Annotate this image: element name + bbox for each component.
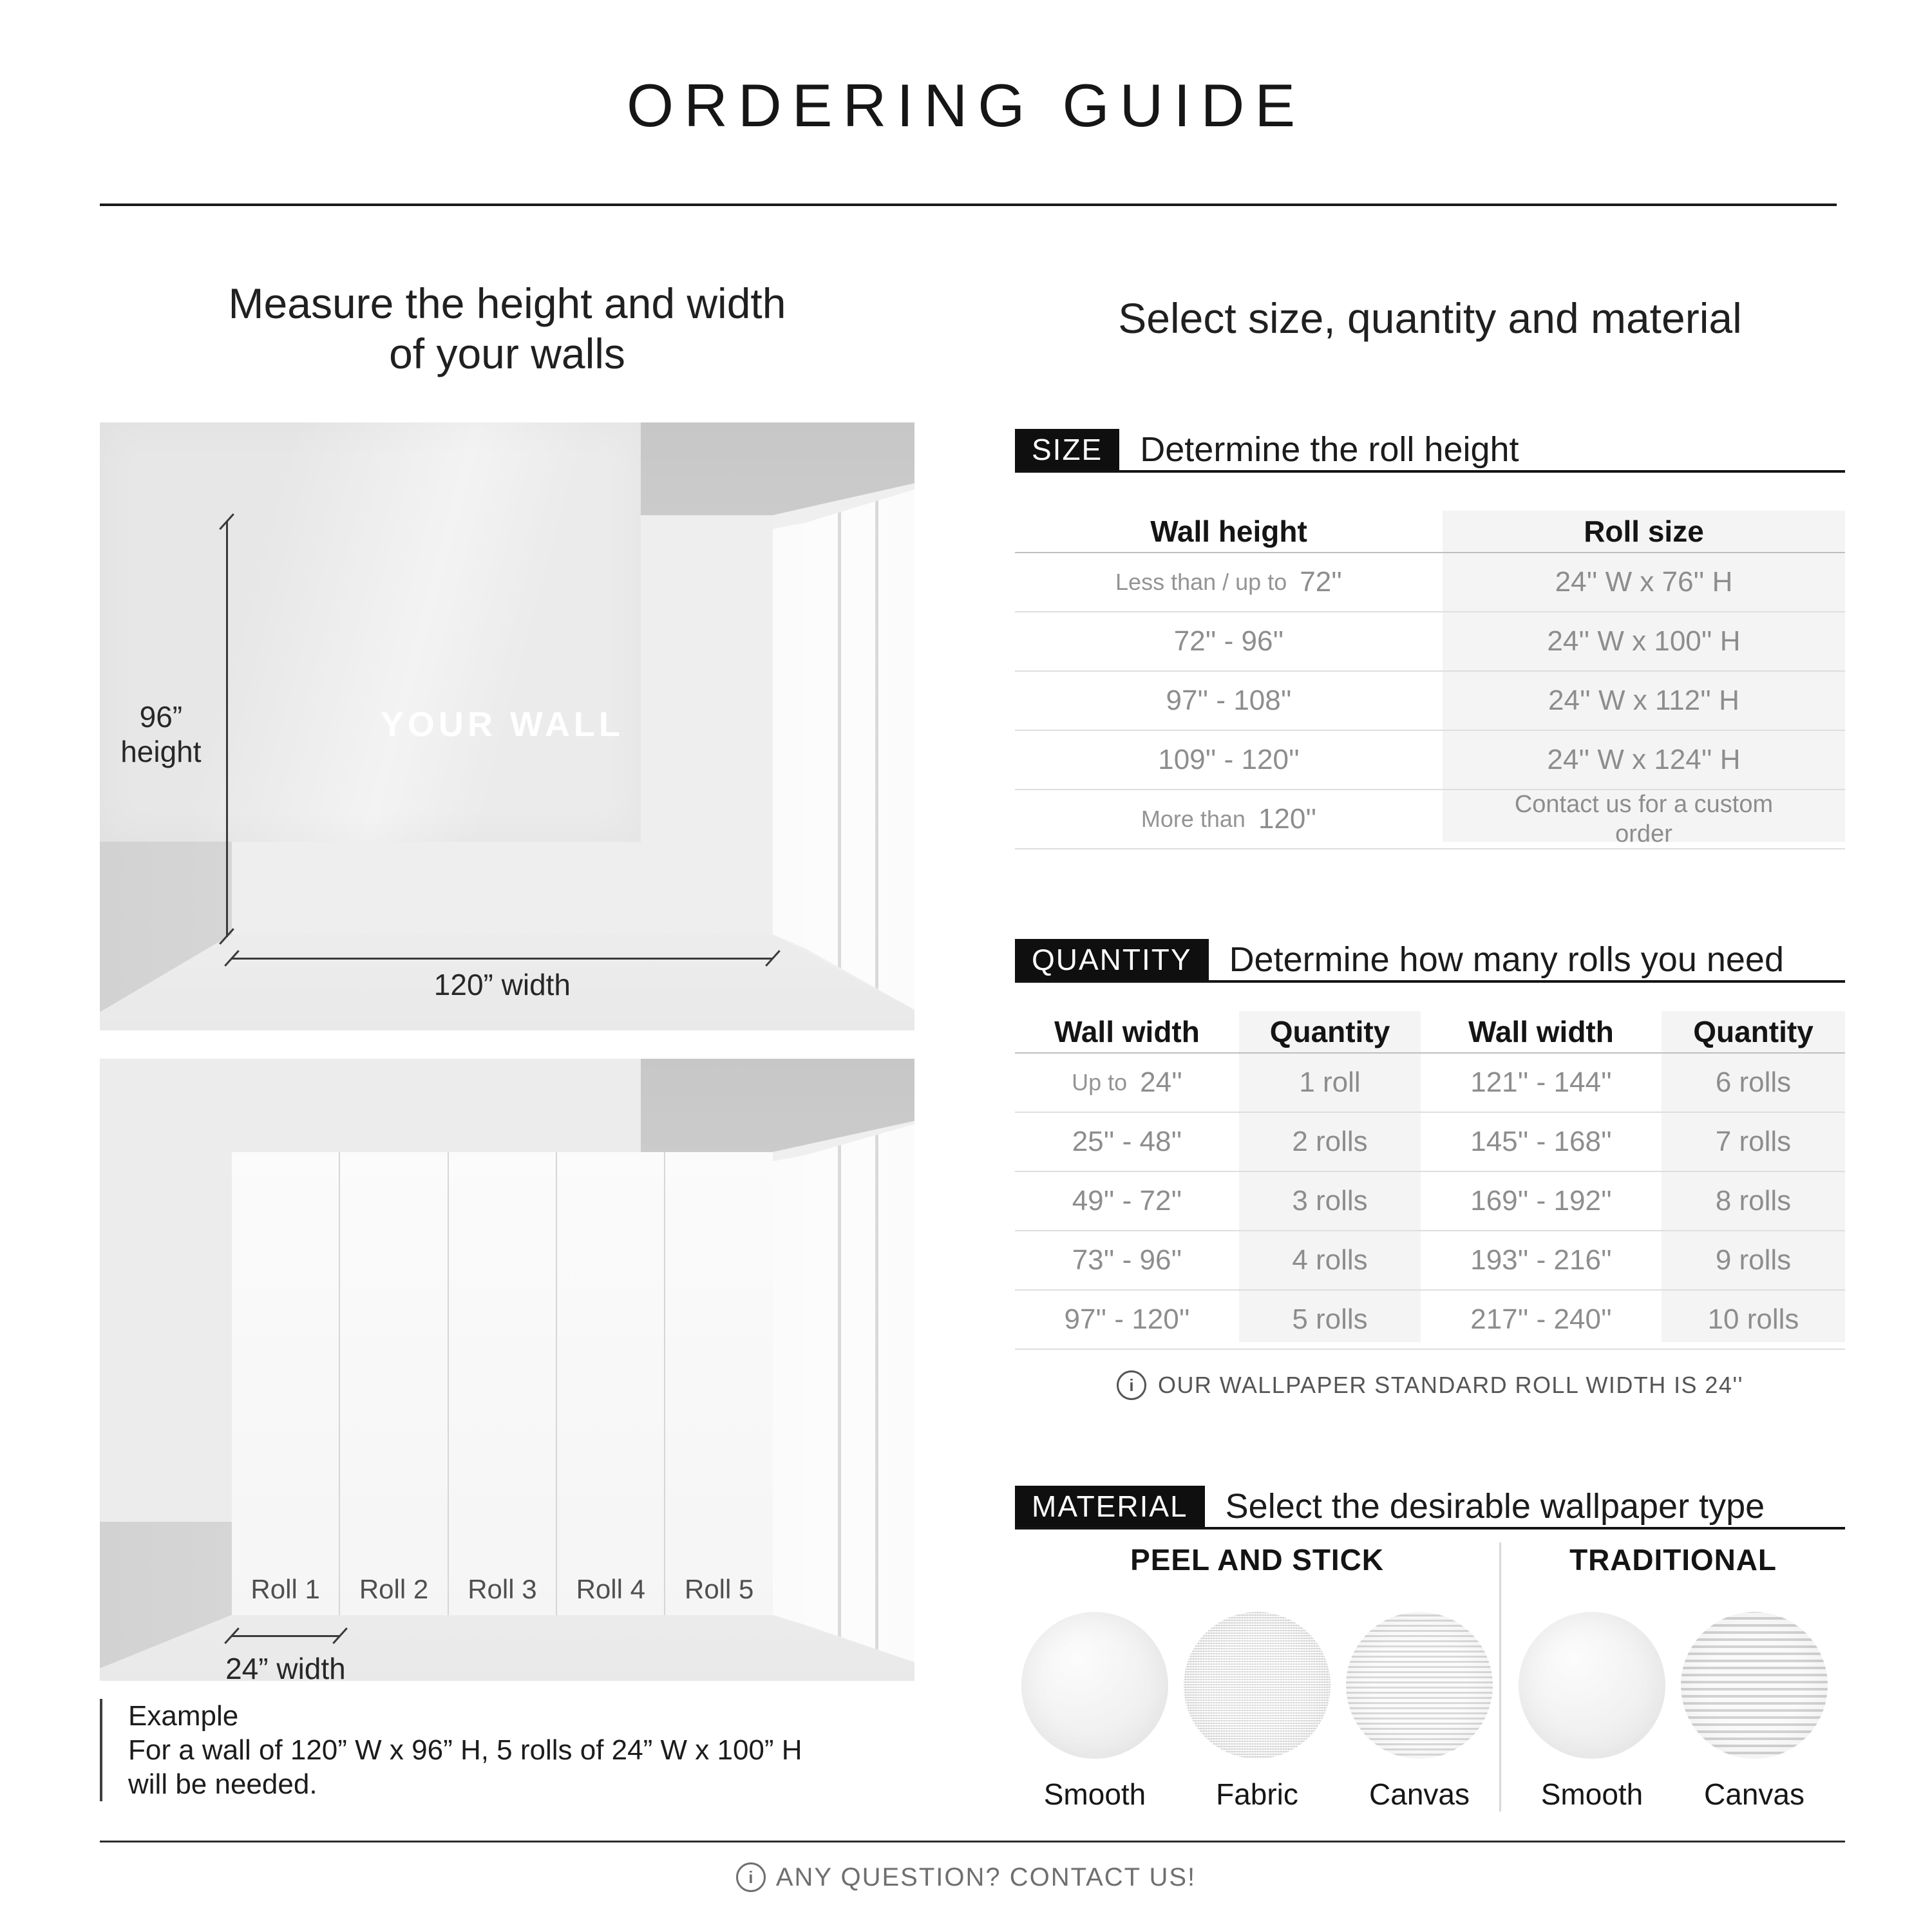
material-group-peel-and-stick (1015, 1542, 1499, 1812)
quantity-value: 3 rolls (1292, 1185, 1368, 1217)
roll-size-value: 24'' W x 76'' H (1555, 566, 1733, 598)
quantity-badge: QUANTITY (1015, 939, 1209, 980)
page-title: ORDERING GUIDE (626, 71, 1306, 139)
wall-height-value: 120'' (1258, 803, 1317, 835)
size-table-row (1015, 672, 1845, 731)
roll-size-value: Contact us for a custom order (1514, 791, 1774, 848)
material-groups (1015, 1542, 1845, 1812)
wallpaper-roll-panels (232, 1152, 773, 1615)
quantity-table-row (1015, 1113, 1845, 1172)
quantity-table-row (1015, 1231, 1845, 1291)
quantity-value: 5 rolls (1292, 1303, 1368, 1335)
wall-width-value: 121'' - 144'' (1470, 1066, 1612, 1098)
canvas-texture-swatch (1346, 1612, 1493, 1759)
size-col-header-wall-height: Wall height (1150, 515, 1307, 548)
size-col-header-roll-size: Roll size (1584, 515, 1704, 548)
roll-size-value: 24'' W x 124'' H (1547, 744, 1741, 775)
quantity-value: 8 rolls (1715, 1185, 1792, 1217)
example-line1: For a wall of 120” W x 96” H, 5 rolls of 24” W x 100” H (128, 1734, 802, 1766)
wall-width-value: 145'' - 168'' (1470, 1126, 1612, 1157)
material-swatch-smooth (1517, 1612, 1667, 1812)
roll-panel (665, 1152, 772, 1615)
roll-panel (232, 1152, 340, 1615)
roll-width-note-text: OUR WALLPAPER STANDARD ROLL WIDTH IS 24'' (1158, 1372, 1743, 1398)
size-table-row (1015, 731, 1845, 790)
quantity-value: 1 roll (1299, 1066, 1361, 1098)
material-group-name: PEEL AND STICK (1130, 1543, 1384, 1577)
material-swatch-canvas (1680, 1612, 1829, 1812)
material-swatch-canvas (1345, 1612, 1494, 1812)
quantity-table (1015, 1011, 1845, 1342)
wall-height-prefix: More than (1141, 806, 1252, 832)
qty-col-header-wall-width-1: Wall width (1054, 1015, 1200, 1048)
size-table-row (1015, 553, 1845, 612)
wall-width-value: 193'' - 216'' (1470, 1244, 1612, 1276)
window-mullion (838, 489, 841, 1012)
qty-col-header-quantity-1: Quantity (1269, 1015, 1390, 1048)
quantity-section-header (1015, 939, 1845, 983)
room-illustration-rolls (100, 1059, 914, 1681)
qty-col-header-quantity-2: Quantity (1693, 1015, 1814, 1048)
quantity-value: 4 rolls (1292, 1244, 1368, 1276)
material-swatch-fabric (1182, 1612, 1332, 1812)
window-mullion (875, 489, 878, 1012)
roll-width-dimension-line (232, 1635, 340, 1637)
swatch-label: Smooth (1043, 1777, 1146, 1811)
example-note (100, 1699, 952, 1801)
roll-panel-label: Roll 2 (359, 1573, 429, 1604)
wall-height-value: 72'' - 96'' (1173, 625, 1284, 657)
size-section-title: Determine the roll height (1140, 430, 1519, 469)
roll-panel-label: Roll 1 (251, 1573, 320, 1604)
swatch-label: Canvas (1704, 1777, 1804, 1811)
roll-panel (557, 1152, 665, 1615)
footer-contact-text[interactable]: ANY QUESTION? CONTACT US! (775, 1862, 1197, 1891)
quantity-table-header-row (1015, 1011, 1845, 1054)
wall-width-value: 73'' - 96'' (1072, 1244, 1182, 1276)
size-badge: SIZE (1015, 429, 1119, 470)
quantity-value: 9 rolls (1715, 1244, 1792, 1276)
footer-contact[interactable] (0, 1862, 1932, 1892)
roll-size-value: 24'' W x 112'' H (1548, 685, 1739, 716)
material-badge: MATERIAL (1015, 1486, 1205, 1527)
info-icon: i (1117, 1370, 1146, 1400)
window-mullion (838, 1124, 841, 1665)
material-swatch-smooth (1020, 1612, 1170, 1812)
roll-size-value: 24'' W x 100'' H (1547, 625, 1741, 657)
width-dimension-line (232, 958, 773, 960)
measure-heading (100, 278, 914, 379)
smooth-texture-swatch (1519, 1612, 1665, 1759)
quantity-table-row (1015, 1291, 1845, 1350)
material-group-traditional (1499, 1542, 1845, 1812)
measure-heading-line1: Measure the height and width (228, 279, 786, 327)
smooth-texture-swatch (1021, 1612, 1168, 1759)
title-divider (100, 204, 1837, 206)
wall-width-value: 169'' - 192'' (1470, 1185, 1612, 1217)
height-value: 96” (139, 699, 183, 734)
roll-panel-label: Roll 5 (684, 1573, 754, 1604)
material-group-name: TRADITIONAL (1569, 1543, 1777, 1577)
example-title: Example (128, 1700, 239, 1732)
qty-col-header-wall-width-2: Wall width (1468, 1015, 1614, 1048)
size-table-header-row (1015, 511, 1845, 553)
wall-width-prefix: Up to (1072, 1069, 1134, 1095)
footer-divider (100, 1841, 1845, 1842)
quantity-value: 7 rolls (1715, 1126, 1792, 1157)
height-dimension-label (100, 699, 222, 769)
size-section-header (1015, 429, 1845, 473)
wall-height-value: 97'' - 108'' (1166, 685, 1292, 716)
size-table (1015, 511, 1845, 848)
window-mullion (875, 1124, 878, 1665)
canvas-texture-swatch (1681, 1612, 1828, 1759)
wall-width-value: 217'' - 240'' (1470, 1303, 1612, 1335)
height-word: height (120, 734, 202, 768)
roll-width-dimension-label: 24” width (225, 1651, 346, 1681)
quantity-table-row (1015, 1172, 1845, 1231)
quantity-value: 2 rolls (1292, 1126, 1368, 1157)
swatch-label: Fabric (1216, 1777, 1298, 1811)
wall-height-value: 109'' - 120'' (1158, 744, 1300, 775)
example-line2: will be needed. (128, 1768, 317, 1800)
material-section-title: Select the desirable wallpaper type (1225, 1487, 1765, 1526)
swatch-label: Smooth (1540, 1777, 1643, 1811)
swatch-label: Canvas (1369, 1777, 1470, 1811)
height-dimension-line (226, 522, 228, 937)
size-table-row (1015, 790, 1845, 849)
material-section-header (1015, 1486, 1845, 1530)
roll-panel-label: Roll 4 (576, 1573, 645, 1604)
quantity-value: 10 rolls (1707, 1303, 1799, 1335)
quantity-table-row (1015, 1054, 1845, 1113)
info-icon: i (736, 1862, 766, 1892)
swatch-row (1020, 1612, 1494, 1812)
swatch-row (1517, 1612, 1829, 1812)
roll-panel (340, 1152, 448, 1615)
your-wall-label: YOUR WALL (380, 705, 624, 744)
wall-width-value: 49'' - 72'' (1072, 1185, 1182, 1217)
fabric-texture-swatch (1184, 1612, 1331, 1759)
quantity-section-title: Determine how many rolls you need (1229, 940, 1784, 979)
roll-panel (449, 1152, 557, 1615)
size-table-row (1015, 612, 1845, 672)
wall-width-value: 97'' - 120'' (1064, 1303, 1190, 1335)
width-dimension-label: 120” width (433, 967, 571, 1001)
wall-height-value: 72'' (1300, 566, 1342, 598)
select-heading: Select size, quantity and material (1118, 294, 1742, 342)
wall-width-value: 24'' (1140, 1066, 1182, 1098)
roll-panel-label: Roll 3 (468, 1573, 537, 1604)
wall-height-prefix: Less than / up to (1115, 569, 1294, 595)
measure-heading-line2: of your walls (389, 330, 625, 377)
roll-width-note (1015, 1370, 1845, 1400)
wall-width-value: 25'' - 48'' (1072, 1126, 1182, 1157)
quantity-value: 6 rolls (1715, 1066, 1792, 1098)
room-illustration-measure (100, 422, 914, 1030)
